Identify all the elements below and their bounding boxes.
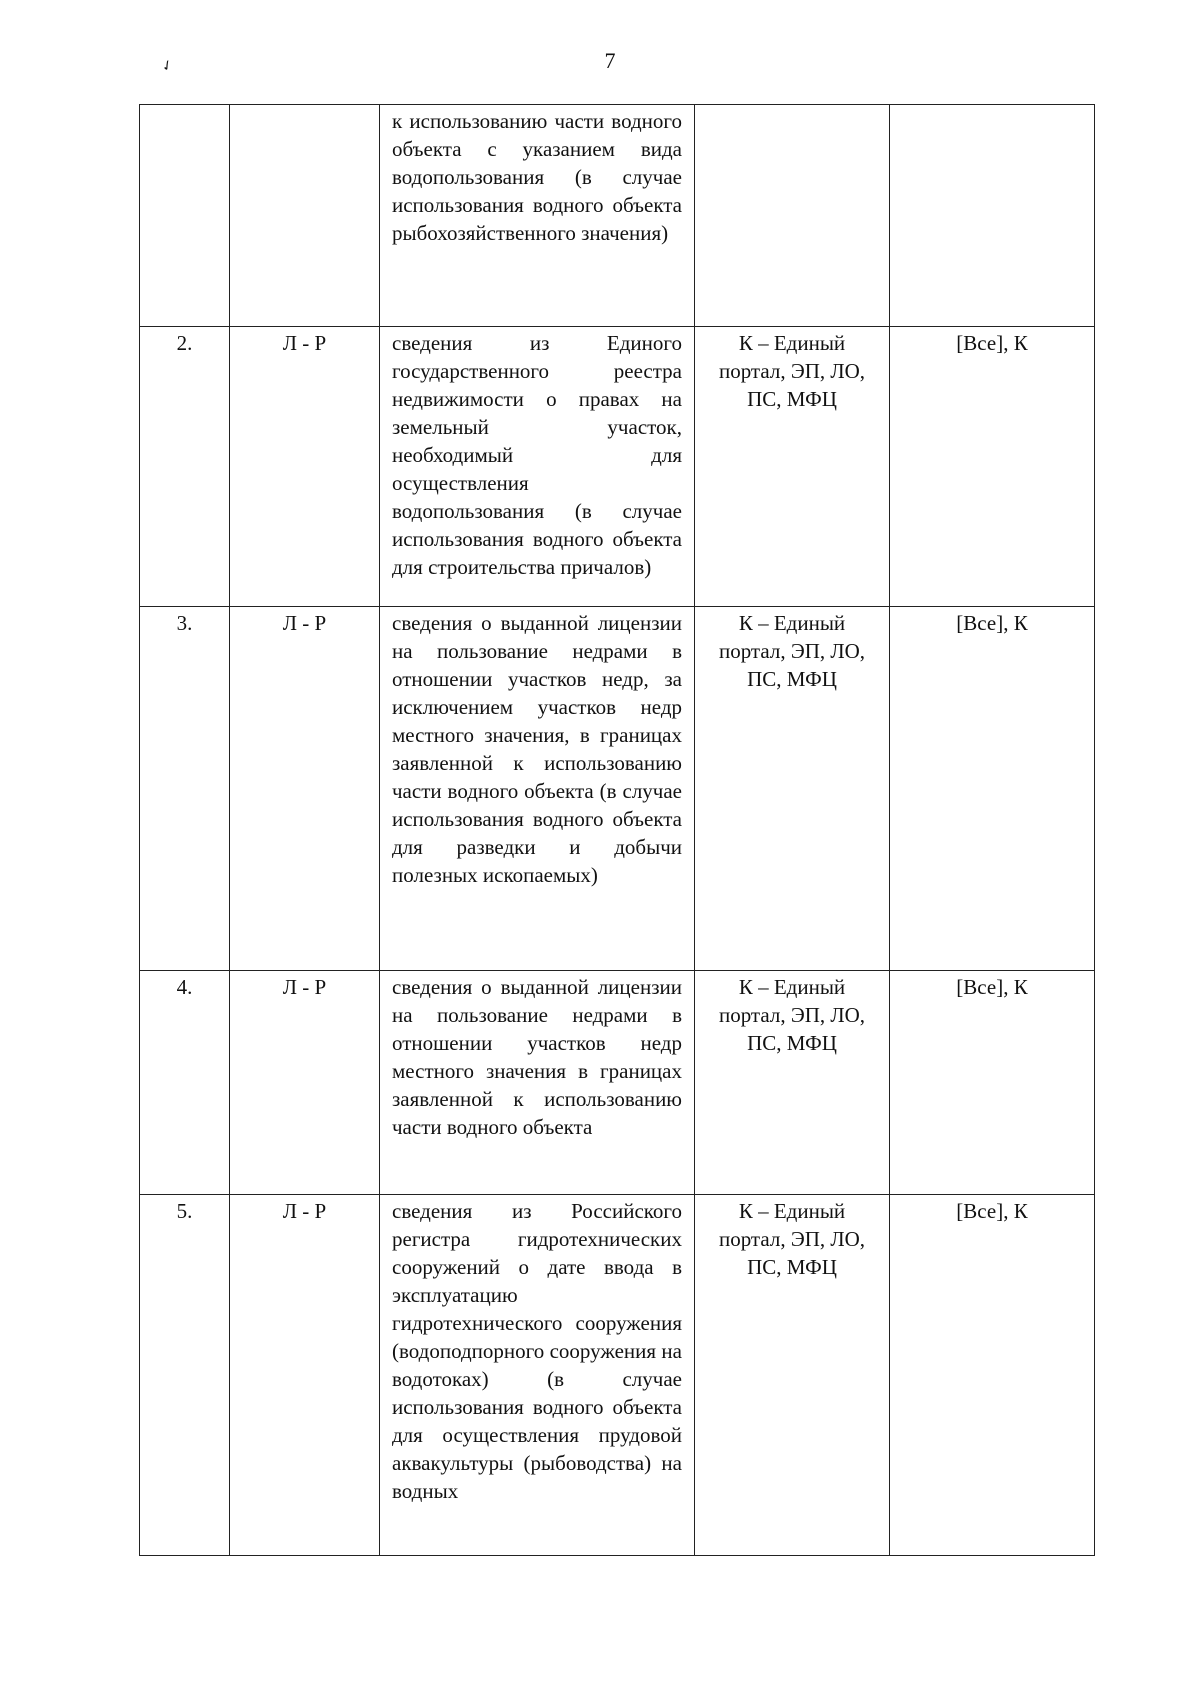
row-code: Л - Р <box>230 607 380 971</box>
row-code <box>230 105 380 327</box>
row-form: [Все], К <box>890 327 1095 607</box>
row-number: 3. <box>140 607 230 971</box>
row-info: сведения о выданной лицензии на пользование недрами в отношении участков недр местного значения в границах заявленной к использованию части водного объекта <box>380 971 695 1195</box>
page-number: 7 <box>604 48 616 73</box>
row-code: Л - Р <box>230 971 380 1195</box>
row-info: сведения из Единого государственного реестра недвижимости о правах на земельный участок, необходимый для осуществления водопользования (в случае использования водного объекта для строительства причалов) <box>380 327 695 607</box>
row-code: Л - Р <box>230 1195 380 1556</box>
row-channel: К – Единый портал, ЭП, ЛО, ПС, МФЦ <box>695 607 890 971</box>
row-form: [Все], К <box>890 1195 1095 1556</box>
row-channel <box>695 105 890 327</box>
row-channel: К – Единый портал, ЭП, ЛО, ПС, МФЦ <box>695 971 890 1195</box>
row-number: 4. <box>140 971 230 1195</box>
row-channel: К – Единый портал, ЭП, ЛО, ПС, МФЦ <box>695 327 890 607</box>
table-row <box>140 1195 1095 1556</box>
table-row <box>140 327 1095 607</box>
row-info: к использованию части водного объекта с указанием вида водопользования (в случае использования водного объекта рыбохозяйственного значения) <box>380 105 695 327</box>
row-number: 2. <box>140 327 230 607</box>
table-row <box>140 105 1095 327</box>
table-row <box>140 971 1095 1195</box>
row-form: [Все], К <box>890 607 1095 971</box>
services-table <box>139 104 1095 1556</box>
row-channel: К – Единый портал, ЭП, ЛО, ПС, МФЦ <box>695 1195 890 1556</box>
check-mark: ✓ <box>159 57 177 76</box>
table-row <box>140 607 1095 971</box>
row-info: сведения о выданной лицензии на пользование недрами в отношении участков недр, за исключением участков недр местного значения, в границах заявленной к использованию части водного объекта (в случае использования водного объекта для разведки и добычи полезных ископаемых) <box>380 607 695 971</box>
row-form <box>890 105 1095 327</box>
row-number <box>140 105 230 327</box>
row-info: сведения из Российского регистра гидротехнических сооружений о дате ввода в эксплуатацию гидротехнического сооружения (водоподпорного сооружения на водотоках) (в случае использования водного объекта для осуществления прудовой аквакультуры (рыбоводства) на водных <box>380 1195 695 1556</box>
row-form: [Все], К <box>890 971 1095 1195</box>
row-number: 5. <box>140 1195 230 1556</box>
row-code: Л - Р <box>230 327 380 607</box>
